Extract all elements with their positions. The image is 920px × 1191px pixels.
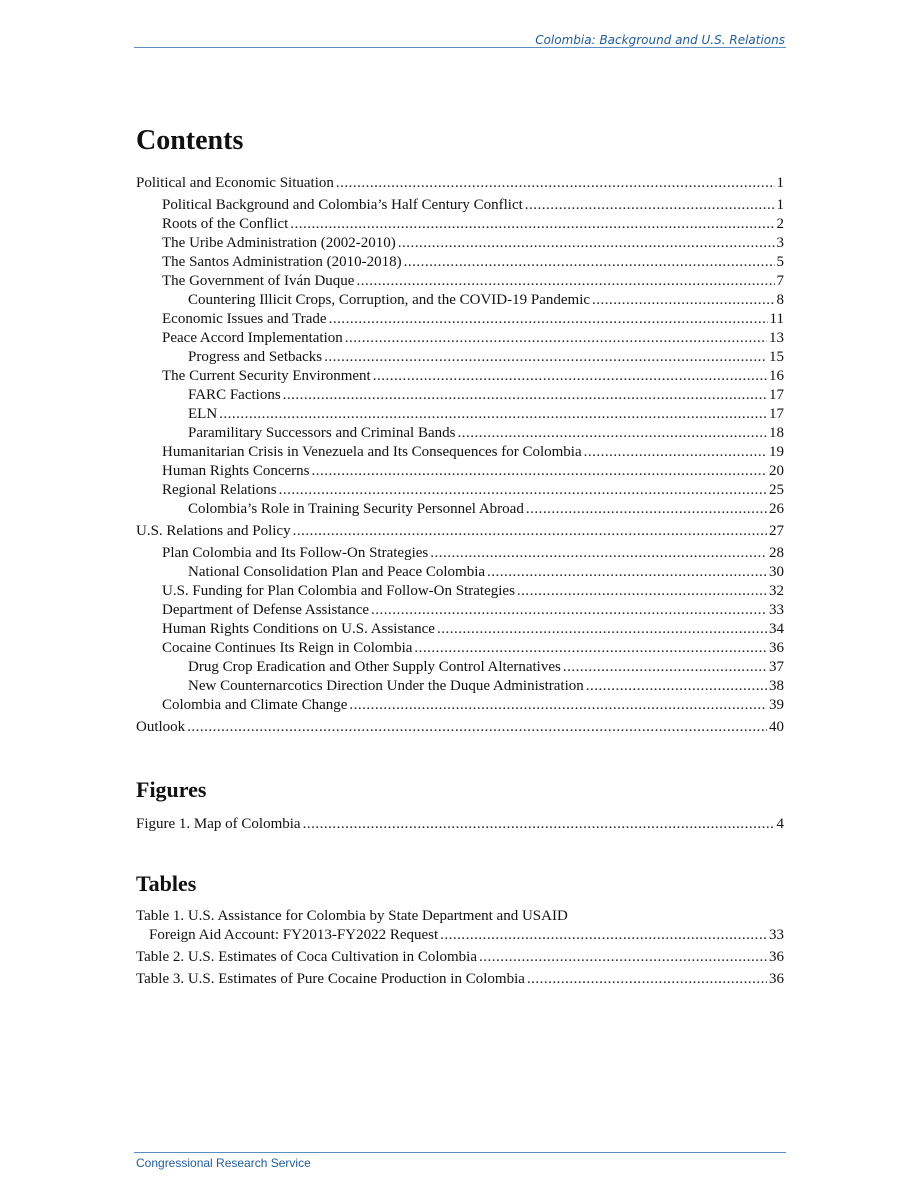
tables-list — [136, 907, 784, 989]
dot-leader — [398, 234, 775, 253]
toc-entry-page-number: 17 — [769, 387, 784, 403]
toc-entry-page-number: 1 — [776, 197, 784, 213]
toc-entry-title: Department of Defense Assistance — [162, 602, 370, 618]
dot-leader — [414, 639, 767, 658]
dot-leader — [430, 544, 767, 563]
toc-entry[interactable] — [136, 424, 784, 443]
toc-entry-title: Drug Crop Eradication and Other Supply Control Alternatives — [188, 659, 561, 675]
toc-entry-page-number: 4 — [776, 816, 784, 832]
dot-leader — [525, 196, 775, 215]
toc-entry-title: Paramilitary Successors and Criminal Bands — [188, 425, 456, 441]
toc-entry[interactable] — [136, 815, 784, 834]
toc-entry[interactable] — [136, 522, 784, 541]
toc-entry[interactable] — [136, 462, 784, 481]
toc-entry-title: Plan Colombia and Its Follow-On Strategies — [162, 545, 429, 561]
toc-entry-title: Peace Accord Implementation — [162, 330, 343, 346]
toc-entry-title: New Counternarcotics Direction Under the Duque Administration — [188, 678, 584, 694]
dot-leader — [219, 405, 767, 424]
toc-entry-page-number: 37 — [769, 659, 784, 675]
toc-entry-title: Colombia and Climate Change — [162, 697, 348, 713]
toc-entry-page-number: 19 — [769, 444, 784, 460]
toc-entry[interactable] — [136, 620, 784, 639]
toc-entry[interactable] — [136, 272, 784, 291]
toc-entry[interactable] — [136, 639, 784, 658]
toc-entry-title: Outlook — [136, 719, 186, 735]
toc-entry-page-number: 33 — [769, 927, 784, 943]
toc-entry[interactable] — [136, 481, 784, 500]
toc-entry-title: Table 2. U.S. Estimates of Coca Cultivation in Colombia — [136, 949, 477, 965]
toc-entry-title: U.S. Relations and Policy — [136, 523, 291, 539]
toc-entry[interactable] — [136, 677, 784, 696]
toc-entry-title: National Consolidation Plan and Peace Colombia — [188, 564, 486, 580]
toc-entry-title: Political Background and Colombia’s Half Century Conflict — [162, 197, 523, 213]
toc-entry-title: Economic Issues and Trade — [162, 311, 327, 327]
running-header-title: Colombia: Background and U.S. Relations — [535, 33, 785, 47]
toc-entry-page-number: 40 — [769, 719, 784, 735]
toc-entry-page-number: 28 — [769, 545, 784, 561]
toc-entry[interactable] — [136, 291, 784, 310]
toc-entry-title: Table 3. U.S. Estimates of Pure Cocaine Production in Colombia — [136, 971, 525, 987]
dot-leader — [440, 926, 767, 945]
toc-entry[interactable] — [136, 174, 784, 193]
toc-entry-page-number: 3 — [776, 235, 784, 251]
toc-entry-title: Colombia’s Role in Training Security Personnel Abroad — [188, 501, 524, 517]
toc-entry-title: The Government of Iván Duque — [162, 273, 355, 289]
toc-entry[interactable] — [136, 234, 784, 253]
toc-entry-title: Figure 1. Map of Colombia — [136, 816, 301, 832]
toc-entry-page-number: 36 — [769, 949, 784, 965]
dot-leader — [279, 481, 767, 500]
toc-entry-page-number: 39 — [769, 697, 784, 713]
toc-entry-page-number: 32 — [769, 583, 784, 599]
dot-leader — [303, 815, 775, 834]
toc-entry[interactable] — [136, 718, 784, 737]
toc-entry[interactable] — [136, 443, 784, 462]
toc-entry-page-number: 36 — [769, 971, 784, 987]
contents-heading: Contents — [136, 125, 244, 156]
toc-entry[interactable] — [136, 544, 784, 563]
toc-entry-title: Foreign Aid Account: FY2013-FY2022 Request — [149, 927, 439, 943]
toc-entry-page-number: 17 — [769, 406, 784, 422]
toc-entry-page-number: 20 — [769, 463, 784, 479]
dot-leader — [404, 253, 775, 272]
toc-entry-title: U.S. Funding for Plan Colombia and Follow-On Strategies — [162, 583, 515, 599]
toc-entry-title: Political and Economic Situation — [136, 175, 334, 191]
contents-list — [136, 174, 784, 737]
dot-leader — [371, 601, 767, 620]
header-rule — [134, 47, 786, 48]
figures-heading: Figures — [136, 777, 207, 802]
toc-entry[interactable] — [136, 215, 784, 234]
dot-leader — [584, 443, 767, 462]
toc-entry-page-number: 25 — [769, 482, 784, 498]
dot-leader — [336, 174, 775, 193]
toc-entry-page-number: 33 — [769, 602, 784, 618]
toc-entry-title: The Santos Administration (2010-2018) — [162, 254, 402, 270]
toc-entry[interactable] — [136, 253, 784, 272]
toc-entry[interactable] — [136, 310, 784, 329]
dot-leader — [345, 329, 767, 348]
toc-entry-page-number: 7 — [776, 273, 784, 289]
toc-entry[interactable] — [136, 196, 784, 215]
toc-entry-page-number: 2 — [776, 216, 784, 232]
dot-leader — [293, 522, 767, 541]
toc-entry-page-number: 27 — [769, 523, 784, 539]
toc-entry[interactable] — [136, 582, 784, 601]
toc-entry-title: ELN — [188, 406, 218, 422]
toc-entry-page-number: 36 — [769, 640, 784, 656]
dot-leader — [437, 620, 767, 639]
dot-leader — [526, 500, 767, 519]
dot-leader — [527, 970, 767, 989]
toc-entry[interactable] — [136, 405, 784, 424]
toc-entry[interactable] — [136, 500, 784, 519]
toc-entry-title: Cocaine Continues Its Reign in Colombia — [162, 640, 413, 656]
toc-entry-title: Human Rights Conditions on U.S. Assistance — [162, 621, 435, 637]
toc-entry[interactable] — [136, 563, 784, 582]
dot-leader — [290, 215, 774, 234]
footer-publisher: Congressional Research Service — [136, 1156, 311, 1170]
toc-entry[interactable] — [136, 386, 784, 405]
toc-entry[interactable] — [136, 970, 784, 989]
dot-leader — [283, 386, 767, 405]
footer-rule — [134, 1152, 786, 1153]
toc-entry-page-number: 1 — [776, 175, 784, 191]
toc-entry-page-number: 16 — [769, 368, 784, 384]
dot-leader — [592, 291, 774, 310]
dot-leader — [187, 718, 767, 737]
tables-heading: Tables — [136, 871, 197, 896]
toc-entry-title: Regional Relations — [162, 482, 277, 498]
dot-leader — [324, 348, 767, 367]
toc-entry-title: The Current Security Environment — [162, 368, 371, 384]
toc-entry-page-number: 11 — [769, 311, 784, 327]
toc-entry[interactable] — [136, 601, 784, 620]
toc-entry-page-number: 18 — [769, 425, 784, 441]
toc-entry-page-number: 38 — [769, 678, 784, 694]
toc-entry-title: The Uribe Administration (2002-2010) — [162, 235, 396, 251]
dot-leader — [356, 272, 774, 291]
dot-leader — [517, 582, 767, 601]
toc-entry-page-number: 8 — [776, 292, 784, 308]
toc-entry-title: Humanitarian Crisis in Venezuela and Its Consequences for Colombia — [162, 444, 582, 460]
toc-entry[interactable] — [136, 948, 784, 967]
dot-leader — [479, 948, 767, 967]
dot-leader — [457, 424, 767, 443]
dot-leader — [312, 462, 768, 481]
dot-leader — [349, 696, 767, 715]
dot-leader — [563, 658, 767, 677]
toc-entry[interactable] — [136, 658, 784, 677]
dot-leader — [487, 563, 767, 582]
toc-entry[interactable] — [136, 926, 784, 945]
toc-entry[interactable] — [136, 696, 784, 715]
dot-leader — [329, 310, 768, 329]
toc-entry-title: Roots of the Conflict — [162, 216, 289, 232]
toc-entry-title: Progress and Setbacks — [188, 349, 323, 365]
toc-entry-first-line[interactable]: Table 1. U.S. Assistance for Colombia by State Department and USAID — [136, 908, 568, 924]
figures-list — [136, 815, 784, 834]
toc-entry-page-number: 34 — [769, 621, 784, 637]
toc-entry-title: Human Rights Concerns — [162, 463, 310, 479]
dot-leader — [586, 677, 767, 696]
toc-entry[interactable] — [136, 348, 784, 367]
dot-leader — [373, 367, 767, 386]
toc-entry-title: FARC Factions — [188, 387, 281, 403]
toc-entry-page-number: 13 — [769, 330, 784, 346]
toc-entry-title: Countering Illicit Crops, Corruption, and the COVID-19 Pandemic — [188, 292, 591, 308]
toc-entry[interactable] — [136, 329, 784, 348]
toc-entry-page-number: 15 — [769, 349, 784, 365]
toc-entry-page-number: 5 — [776, 254, 784, 270]
toc-entry[interactable] — [136, 367, 784, 386]
toc-entry-page-number: 30 — [769, 564, 784, 580]
toc-entry-page-number: 26 — [769, 501, 784, 517]
